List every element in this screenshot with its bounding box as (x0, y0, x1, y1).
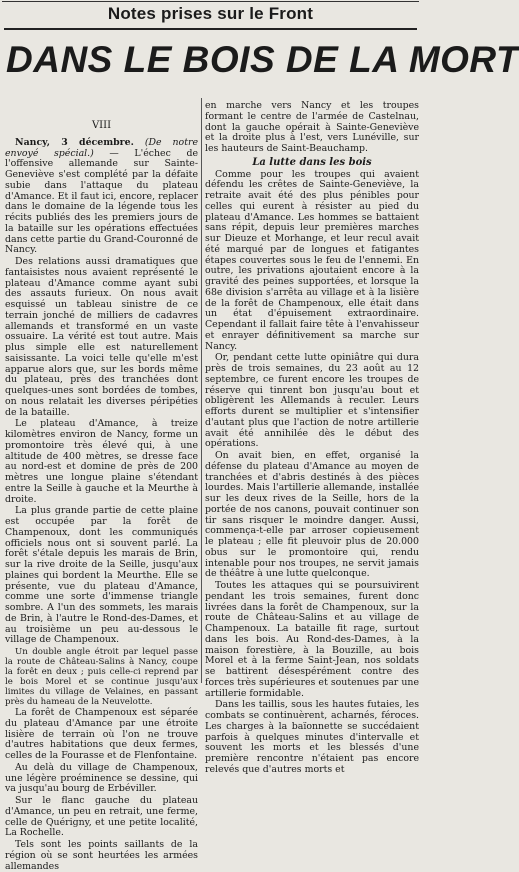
paragraph: Tels sont les points saillants de la région où se sont heurtées les armées allemandes (5, 839, 198, 872)
paragraph: Or, pendant cette lutte opiniâtre qui dura près de trois semaines, du 23 août au 12 septembre, ce furent encore les troupes de réserve qui tinrent bon jusqu'au bout et obligèrent les Allemands à reculer. Leurs efforts durent se multiplier et s'intensifier d'autant plus que l'action de notre artillerie avait été annihilée dès le début des opérations. (205, 352, 419, 450)
section-kicker: Notes prises sur le Front (107, 4, 314, 23)
column-divider (201, 98, 202, 683)
paragraph: La plus grande partie de cette plaine est occupée par la forêt de Champenoux, dont les communiqués officiels nous ont si souvent parlé. La forêt s'étale depuis les marais de Brin, sur la rive droite de la Seille, jusqu'aux plaines qui bordent la Meurthe. Elle se présente, vue du plateau d'Amance, comme une sorte d'immense triangle sombre. A l'un des sommets, les marais de Brin, à l'autre le Rond-des-Dames, et au troisième un peu au-dessous le village de Champenoux. (5, 505, 198, 646)
headline: DANS LE BOIS DE LA MORT (6, 39, 519, 80)
dateline-paragraph (5, 138, 198, 256)
article-column-left (5, 120, 198, 872)
paragraph: Sur le flanc gauche du plateau d'Amance, un peu en retrait, une ferme, celle de Quérigny, et une petite localité, La Rochelle. (5, 795, 198, 839)
chapter-number: VIII (91, 120, 112, 131)
paragraph: Dans les taillis, sous les hautes futaies, les combats se continuèrent, acharnés, féroces. Les charges à la baïonnette se succédaient parfois à quelques minutes d'intervalle et souvent les morts et les blessés d'une première rencontre n'étaient pas encore relevés que d'autres morts et (205, 699, 419, 775)
kicker-rule (4, 28, 417, 30)
paragraph: Au delà du village de Champenoux, une légère proéminence se dessine, qui va jusqu'au bourg de Erbéviller. (5, 761, 198, 795)
paragraph: Comme pour les troupes qui avaient défendu les crêtes de Sainte-Geneviève, la retraite avait été des plus pénibles pour celles qui eurent à résister au pied du plateau d'Amance. Les hommes se battaient sans répit, depuis leur premières marches sur Dieuze et Morhange, et leur recul avait été marqué par de longues et fatigantes étapes couvertes sous le feu de l'ennemi. En outre, les privations ajoutaient encore à la gravité des peines supportées, et lorsque la 68e division s'arrêta au village et à la lisière de la forêt de Champenoux, elle était dans un état d'épuisement extraordinaire. Cependant il fallait faire tête à l'envahisseur et enrayer définitivement sa marche sur Nancy. (205, 168, 419, 352)
paragraph: Le plateau d'Amance, à treize kilomètres environ de Nancy, forme un promontoire très élevé qui, à une altitude de 400 mètres, se dresse face au nord-est et domine de près de 200 mètres une longue plaine s'étendant entre la Seille à gauche et la Meurthe à droite. (5, 418, 198, 505)
lead-text: — L'échec de l'offensive allemande sur Sainte-Geneviève s'est complété par la défaite subie dans l'attaque du plateau d'Amance. Et il faut ici, encore, replacer dans le domaine de la légende tous les récits publiés des les premiers jours de la bataille sur les opérations effectuées dans cette partie du Grand-Couronné de Nancy. (5, 147, 198, 256)
paragraph: en marche vers Nancy et les troupes formant le centre de l'armée de Castelnau, dont la gauche opérait à Sainte-Geneviève et la droite plus à l'est, vers Lunéville, sur les hauteurs de Saint-Beauchamp. (205, 100, 419, 154)
subheading: La lutte dans les bois (252, 156, 372, 168)
paragraph: La forêt de Champenoux est séparée du plateau d'Amance par une étroite lisière de terrain où l'on ne trouve d'autres habitations que deux fermes, celles de la Fourasse et de Flenfontaine. (5, 707, 198, 761)
paragraph: Toutes les attaques qui se poursuivirent pendant les trois semaines, furent donc livrées dans la forêt de Champenoux, sur la route de Château-Salins et au village de Champenoux. La bataille fit rage, surtout dans les bois. Au Rond-des-Dames, à la maison forestière, à la Bouzille, au bois Morel et à la ferme Saint-Jean, nos soldats se battirent désespérément contre des forces très supérieures et soutenues par une artillerie formidable. (205, 580, 419, 699)
dateline: Nancy, 3 décembre. (15, 136, 134, 148)
article-column-right (205, 100, 419, 775)
dateline-source: (De notre envoyé spécial.) (5, 136, 198, 159)
paragraph: Des relations aussi dramatiques que fantaisistes nous avaient représenté le plateau d'Amance comme ayant subi des assauts furieux. On nous avait esquissé un tableau sinistre de ce terrain jonché de milliers de cadavres allemands et transformé en un vaste ossuaire. La vérité est tout autre. Mais plus simple elle est naturellement saisissante. La voici telle qu'elle m'est apparue alors que, sur les bords même du plateau, près des tranchées dont quelques-unes sont bordées de tombes, on nous relatait les diverses péripéties de la bataille. (5, 256, 198, 418)
top-rule (2, 1, 419, 2)
paragraph: On avait bien, en effet, organisé la défense du plateau d'Amance au moyen de tranchées et d'abris destinés à des pièces lourdes. Mais l'artillerie allemande, installée sur les deux rives de la Seille, hors de la portée de nos canons, pouvait continuer son tir sans risquer le moindre danger. Aussi, commença-t-elle par arroser copieusement le plateau ; elle fit pleuvoir plus de 20.000 obus sur le promontoire qui, rendu intenable pour nos troupes, ne servit jamais de théâtre à une lutte quelconque. (205, 450, 419, 580)
paragraph: Un double angle étroit par lequel passe la route de Château-Salins à Nancy, coupe la forêt en deux ; puis celle-ci reprend par le bois Morel et se continue jusqu'aux limites du village de Velaines, en passant près du hameau de la Neuvelotte. (5, 647, 198, 707)
